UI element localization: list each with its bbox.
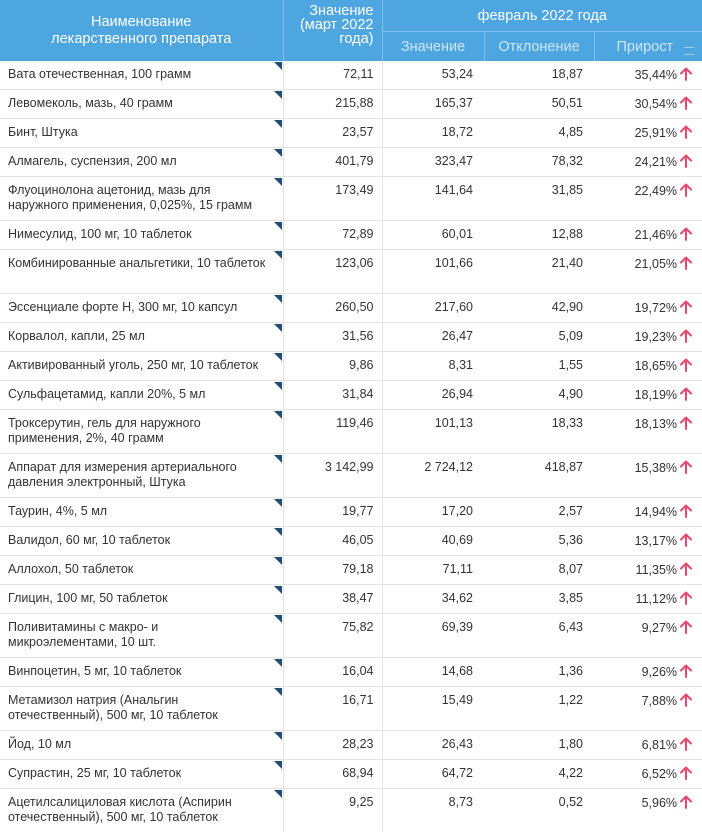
table-row[interactable]	[0, 789, 702, 832]
feb-value-cell: 101,13	[382, 410, 484, 454]
growth-value: 14,94%	[635, 505, 677, 519]
growth-cell	[594, 527, 702, 556]
table-row[interactable]	[0, 585, 702, 614]
table-row[interactable]	[0, 731, 702, 760]
march-value-cell: 31,56	[283, 323, 382, 352]
feb-value-cell: 60,01	[382, 221, 484, 250]
arrow-up-icon	[680, 125, 692, 139]
table-row[interactable]	[0, 527, 702, 556]
feb-value-cell: 26,43	[382, 731, 484, 760]
drug-name-cell: Супрастин, 25 мг, 10 таблеток	[0, 760, 283, 789]
deviation-cell: 3,85	[484, 585, 594, 614]
march-value-cell: 46,05	[283, 527, 382, 556]
growth-cell	[594, 556, 702, 585]
feb-value-cell: 15,49	[382, 687, 484, 731]
column-group-february: февраль 2022 года	[382, 0, 702, 32]
feb-value-cell: 18,72	[382, 119, 484, 148]
arrow-up-icon	[680, 766, 692, 780]
table-row[interactable]	[0, 760, 702, 789]
drug-name-cell: Сульфацетамид, капли 20%, 5 мл	[0, 381, 283, 410]
march-value-cell: 401,79	[283, 148, 382, 177]
arrow-up-icon	[680, 591, 692, 605]
growth-cell	[594, 760, 702, 789]
table-row[interactable]	[0, 221, 702, 250]
feb-value-cell: 8,31	[382, 352, 484, 381]
deviation-cell: 418,87	[484, 454, 594, 498]
column-header-growth-label: Прирост	[617, 39, 674, 55]
march-value-cell: 23,57	[283, 119, 382, 148]
feb-value-cell: 53,24	[382, 61, 484, 90]
march-value-cell: 3 142,99	[283, 454, 382, 498]
deviation-cell: 5,09	[484, 323, 594, 352]
deviation-cell: 6,43	[484, 614, 594, 658]
march-value-cell: 16,71	[283, 687, 382, 731]
arrow-up-icon	[680, 256, 692, 270]
march-value-cell: 38,47	[283, 585, 382, 614]
table-row[interactable]	[0, 687, 702, 731]
drug-name-cell: Таурин, 4%, 5 мл	[0, 498, 283, 527]
drug-name-cell: Метамизол натрия (Анальгин отечественный), 500 мг, 10 таблеток	[0, 687, 283, 731]
arrow-up-icon	[680, 387, 692, 401]
table-row[interactable]	[0, 61, 702, 90]
table-row[interactable]	[0, 177, 702, 221]
growth-cell	[594, 381, 702, 410]
growth-value: 18,65%	[635, 359, 677, 373]
growth-cell	[594, 148, 702, 177]
drug-name-cell: Йод, 10 мл	[0, 731, 283, 760]
march-value-cell: 31,84	[283, 381, 382, 410]
table-row[interactable]	[0, 250, 702, 294]
growth-cell	[594, 177, 702, 221]
feb-value-cell: 217,60	[382, 294, 484, 323]
deviation-cell: 1,55	[484, 352, 594, 381]
column-header-feb-value[interactable]: Значение	[382, 32, 484, 62]
drug-name-cell: Аллохол, 50 таблеток	[0, 556, 283, 585]
feb-value-cell: 17,20	[382, 498, 484, 527]
drug-name-cell: Аппарат для измерения артериального давления электронный, Штука	[0, 454, 283, 498]
table-row[interactable]	[0, 498, 702, 527]
growth-cell	[594, 498, 702, 527]
arrow-up-icon	[680, 329, 692, 343]
deviation-cell: 4,85	[484, 119, 594, 148]
march-value-cell: 9,25	[283, 789, 382, 832]
growth-value: 25,91%	[635, 126, 677, 140]
growth-value: 22,49%	[635, 184, 677, 198]
feb-value-cell: 14,68	[382, 658, 484, 687]
arrow-up-icon	[680, 358, 692, 372]
drug-name-cell: Левомеколь, мазь, 40 грамм	[0, 90, 283, 119]
drug-name-cell: Поливитамины с макро- и микроэлементами, 10 шт.	[0, 614, 283, 658]
arrow-up-icon	[680, 562, 692, 576]
march-value-cell: 173,49	[283, 177, 382, 221]
growth-cell	[594, 90, 702, 119]
growth-cell	[594, 687, 702, 731]
growth-cell	[594, 731, 702, 760]
march-value-cell: 119,46	[283, 410, 382, 454]
feb-value-cell: 101,66	[382, 250, 484, 294]
sort-icon[interactable]	[684, 47, 694, 55]
march-value-cell: 79,18	[283, 556, 382, 585]
march-value-cell: 28,23	[283, 731, 382, 760]
table-row[interactable]	[0, 323, 702, 352]
march-value-cell: 260,50	[283, 294, 382, 323]
column-header-deviation[interactable]: Отклонение	[484, 32, 594, 62]
feb-value-cell: 34,62	[382, 585, 484, 614]
deviation-cell: 4,90	[484, 381, 594, 410]
drug-name-cell: Комбинированные анальгетики, 10 таблеток	[0, 250, 283, 294]
growth-value: 18,13%	[635, 417, 677, 431]
column-header-name[interactable]: Наименование лекарственного препарата	[0, 0, 283, 61]
growth-value: 21,46%	[635, 228, 677, 242]
deviation-cell: 1,36	[484, 658, 594, 687]
growth-cell	[594, 454, 702, 498]
march-value-cell: 16,04	[283, 658, 382, 687]
growth-cell	[594, 410, 702, 454]
growth-cell	[594, 61, 702, 90]
feb-value-cell: 323,47	[382, 148, 484, 177]
feb-value-cell: 26,94	[382, 381, 484, 410]
drug-name-cell: Алмагель, суспензия, 200 мл	[0, 148, 283, 177]
march-value-cell: 215,88	[283, 90, 382, 119]
table-header	[0, 0, 702, 61]
growth-cell	[594, 221, 702, 250]
column-header-march-value[interactable]: Значение (март 2022 года)	[283, 0, 382, 61]
table-row[interactable]	[0, 90, 702, 119]
table-row[interactable]	[0, 614, 702, 658]
arrow-up-icon	[680, 96, 692, 110]
arrow-up-icon	[680, 300, 692, 314]
table-row[interactable]	[0, 148, 702, 177]
march-value-cell: 68,94	[283, 760, 382, 789]
feb-value-cell: 141,64	[382, 177, 484, 221]
march-value-cell: 72,89	[283, 221, 382, 250]
march-value-cell: 123,06	[283, 250, 382, 294]
march-value-cell: 75,82	[283, 614, 382, 658]
growth-value: 35,44%	[635, 68, 677, 82]
feb-value-cell: 26,47	[382, 323, 484, 352]
growth-value: 30,54%	[635, 97, 677, 111]
growth-cell	[594, 352, 702, 381]
growth-cell	[594, 250, 702, 294]
growth-cell	[594, 294, 702, 323]
growth-value: 6,81%	[642, 738, 677, 752]
column-header-growth[interactable]	[594, 32, 702, 62]
drug-name-cell: Корвалол, капли, 25 мл	[0, 323, 283, 352]
growth-value: 7,88%	[642, 694, 677, 708]
arrow-up-icon	[680, 154, 692, 168]
growth-cell	[594, 658, 702, 687]
table-row[interactable]	[0, 381, 702, 410]
growth-value: 11,12%	[636, 592, 677, 606]
feb-value-cell: 71,11	[382, 556, 484, 585]
drug-name-cell: Ацетилсалициловая кислота (Аспирин отечественный), 500 мг, 10 таблеток	[0, 789, 283, 832]
deviation-cell: 8,07	[484, 556, 594, 585]
growth-value: 9,27%	[642, 621, 677, 635]
arrow-up-icon	[680, 664, 692, 678]
arrow-up-icon	[680, 183, 692, 197]
table-row[interactable]	[0, 352, 702, 381]
deviation-cell: 18,87	[484, 61, 594, 90]
feb-value-cell: 69,39	[382, 614, 484, 658]
growth-cell	[594, 585, 702, 614]
arrow-up-icon	[680, 693, 692, 707]
arrow-up-icon	[680, 795, 692, 809]
feb-value-cell: 2 724,12	[382, 454, 484, 498]
growth-cell	[594, 323, 702, 352]
deviation-cell: 2,57	[484, 498, 594, 527]
arrow-up-icon	[680, 737, 692, 751]
march-value-cell: 72,11	[283, 61, 382, 90]
growth-value: 15,38%	[635, 461, 677, 475]
march-value-cell: 9,86	[283, 352, 382, 381]
growth-value: 21,05%	[635, 257, 677, 271]
deviation-cell: 31,85	[484, 177, 594, 221]
feb-value-cell: 165,37	[382, 90, 484, 119]
growth-value: 19,23%	[635, 330, 677, 344]
growth-value: 24,21%	[635, 155, 677, 169]
deviation-cell: 50,51	[484, 90, 594, 119]
drug-name-cell: Бинт, Штука	[0, 119, 283, 148]
arrow-up-icon	[680, 67, 692, 81]
table-row[interactable]	[0, 556, 702, 585]
table-row[interactable]	[0, 294, 702, 323]
drug-name-cell: Глицин, 100 мг, 50 таблеток	[0, 585, 283, 614]
table-body	[0, 61, 702, 832]
arrow-up-icon	[680, 460, 692, 474]
arrow-up-icon	[680, 620, 692, 634]
drug-name-cell: Флуоцинолона ацетонид, мазь для наружного применения, 0,025%, 15 грамм	[0, 177, 283, 221]
growth-cell	[594, 789, 702, 832]
drug-name-cell: Эссенциале форте Н, 300 мг, 10 капсул	[0, 294, 283, 323]
growth-value: 9,26%	[642, 665, 677, 679]
growth-value: 18,19%	[635, 388, 677, 402]
table-row[interactable]	[0, 454, 702, 498]
arrow-up-icon	[680, 416, 692, 430]
growth-value: 6,52%	[642, 767, 677, 781]
growth-cell	[594, 119, 702, 148]
deviation-cell: 0,52	[484, 789, 594, 832]
deviation-cell: 21,40	[484, 250, 594, 294]
drug-name-cell: Вата отечественная, 100 грамм	[0, 61, 283, 90]
deviation-cell: 1,80	[484, 731, 594, 760]
deviation-cell: 5,36	[484, 527, 594, 556]
table-row[interactable]	[0, 410, 702, 454]
deviation-cell: 42,90	[484, 294, 594, 323]
growth-value: 5,96%	[642, 796, 677, 810]
drug-name-cell: Нимесулид, 100 мг, 10 таблеток	[0, 221, 283, 250]
deviation-cell: 12,88	[484, 221, 594, 250]
growth-value: 19,72%	[635, 301, 677, 315]
drug-name-cell: Троксерутин, гель для наружного применения, 2%, 40 грамм	[0, 410, 283, 454]
arrow-up-icon	[680, 504, 692, 518]
feb-value-cell: 40,69	[382, 527, 484, 556]
table-row[interactable]	[0, 119, 702, 148]
growth-cell	[594, 614, 702, 658]
arrow-up-icon	[680, 227, 692, 241]
arrow-up-icon	[680, 533, 692, 547]
deviation-cell: 78,32	[484, 148, 594, 177]
march-value-cell: 19,77	[283, 498, 382, 527]
feb-value-cell: 64,72	[382, 760, 484, 789]
table-row[interactable]	[0, 658, 702, 687]
growth-value: 13,17%	[635, 534, 677, 548]
drug-name-cell: Активированный уголь, 250 мг, 10 таблеток	[0, 352, 283, 381]
deviation-cell: 1,22	[484, 687, 594, 731]
deviation-cell: 18,33	[484, 410, 594, 454]
feb-value-cell: 8,73	[382, 789, 484, 832]
deviation-cell: 4,22	[484, 760, 594, 789]
drug-name-cell: Валидол, 60 мг, 10 таблеток	[0, 527, 283, 556]
growth-value: 11,35%	[636, 563, 677, 577]
drug-name-cell: Винпоцетин, 5 мг, 10 таблеток	[0, 658, 283, 687]
